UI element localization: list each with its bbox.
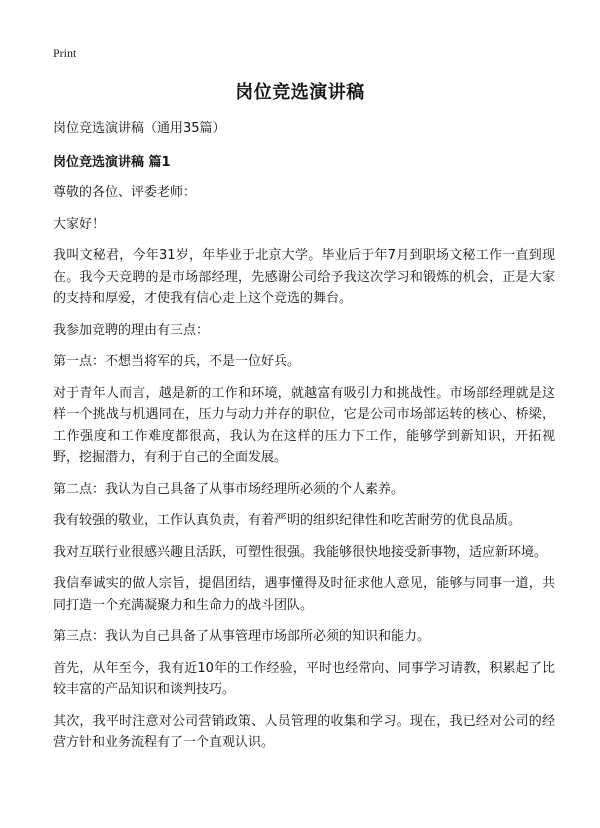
policy-knowledge-paragraph: 其次，我平时注意对公司营销政策、人员管理的收集和学习。现在，我已经对公司的经营方针和业务流程有了一个直观认识。	[53, 713, 555, 750]
salutation-paragraph: 尊敬的各位、评委老师：	[53, 185, 197, 200]
dedication-paragraph: 我有较强的敬业，工作认真负责，有着严明的组织纪律性和吃苦耐劳的优良品质。	[53, 513, 522, 528]
third-reason-heading: 第三点：我认为自己具备了从事管理市场部所必须的知识和能力。	[53, 629, 431, 644]
experience-paragraph: 首先，从年至今，我有近10年的工作经验，平时也经常向、同事学习请教，积累起了比较丰富的产品知识和谈判技巧。	[53, 660, 555, 697]
adaptability-paragraph: 我对互联行业很感兴趣且活跃，可塑性很强。我能够很快地接受新事物，适应新环境。	[53, 544, 548, 560]
document-title: 岗位竞选演讲稿	[235, 82, 365, 103]
introduction-paragraph: 我叫文秘君，今年31岁，年毕业于北京大学。毕业后于年7月到职场文秘工作一直到现在。我今天竞聘的是市场部经理，先感谢公司给予我这次学习和锻炼的机会，正是大家的支持和厚爱，才使我有信心走上这个竞选的舞台。	[53, 248, 555, 306]
second-reason-heading: 第二点：我认为自己具备了从事市场经理所必须的个人素养。	[53, 481, 405, 497]
reasons-intro-paragraph: 我参加竞聘的理由有三点：	[53, 322, 210, 338]
section-heading: 岗位竞选演讲稿 篇1	[53, 154, 171, 170]
teamwork-paragraph: 我信奉诚实的做人宗旨，提倡团结，遇事懂得及时征求他人意见，能够与同事一道，共同打造一个充满凝聚力和生命力的战斗团队。	[53, 576, 555, 613]
document-body	[53, 118, 555, 764]
print-link[interactable]: Print	[53, 46, 77, 60]
first-reason-paragraph: 对于青年人而言，越是新的工作和环境，就越富有吸引力和挑战性。市场部经理就是这样一个挑战与机遇同在，压力与动力并存的职位，它是公司市场部运转的核心、桥梁，工作强度和工作难度都很高，我认为在这样的压力下工作，能够学到新知识，开拓视野，挖掘潜力，有利于自己的全面发展。	[53, 385, 555, 465]
first-reason-heading: 第一点：不想当将军的兵，不是一位好兵。	[53, 354, 301, 369]
greeting-paragraph: 大家好！	[53, 216, 106, 232]
document-subtitle: 岗位竞选演讲稿（通用35篇）	[53, 121, 226, 136]
